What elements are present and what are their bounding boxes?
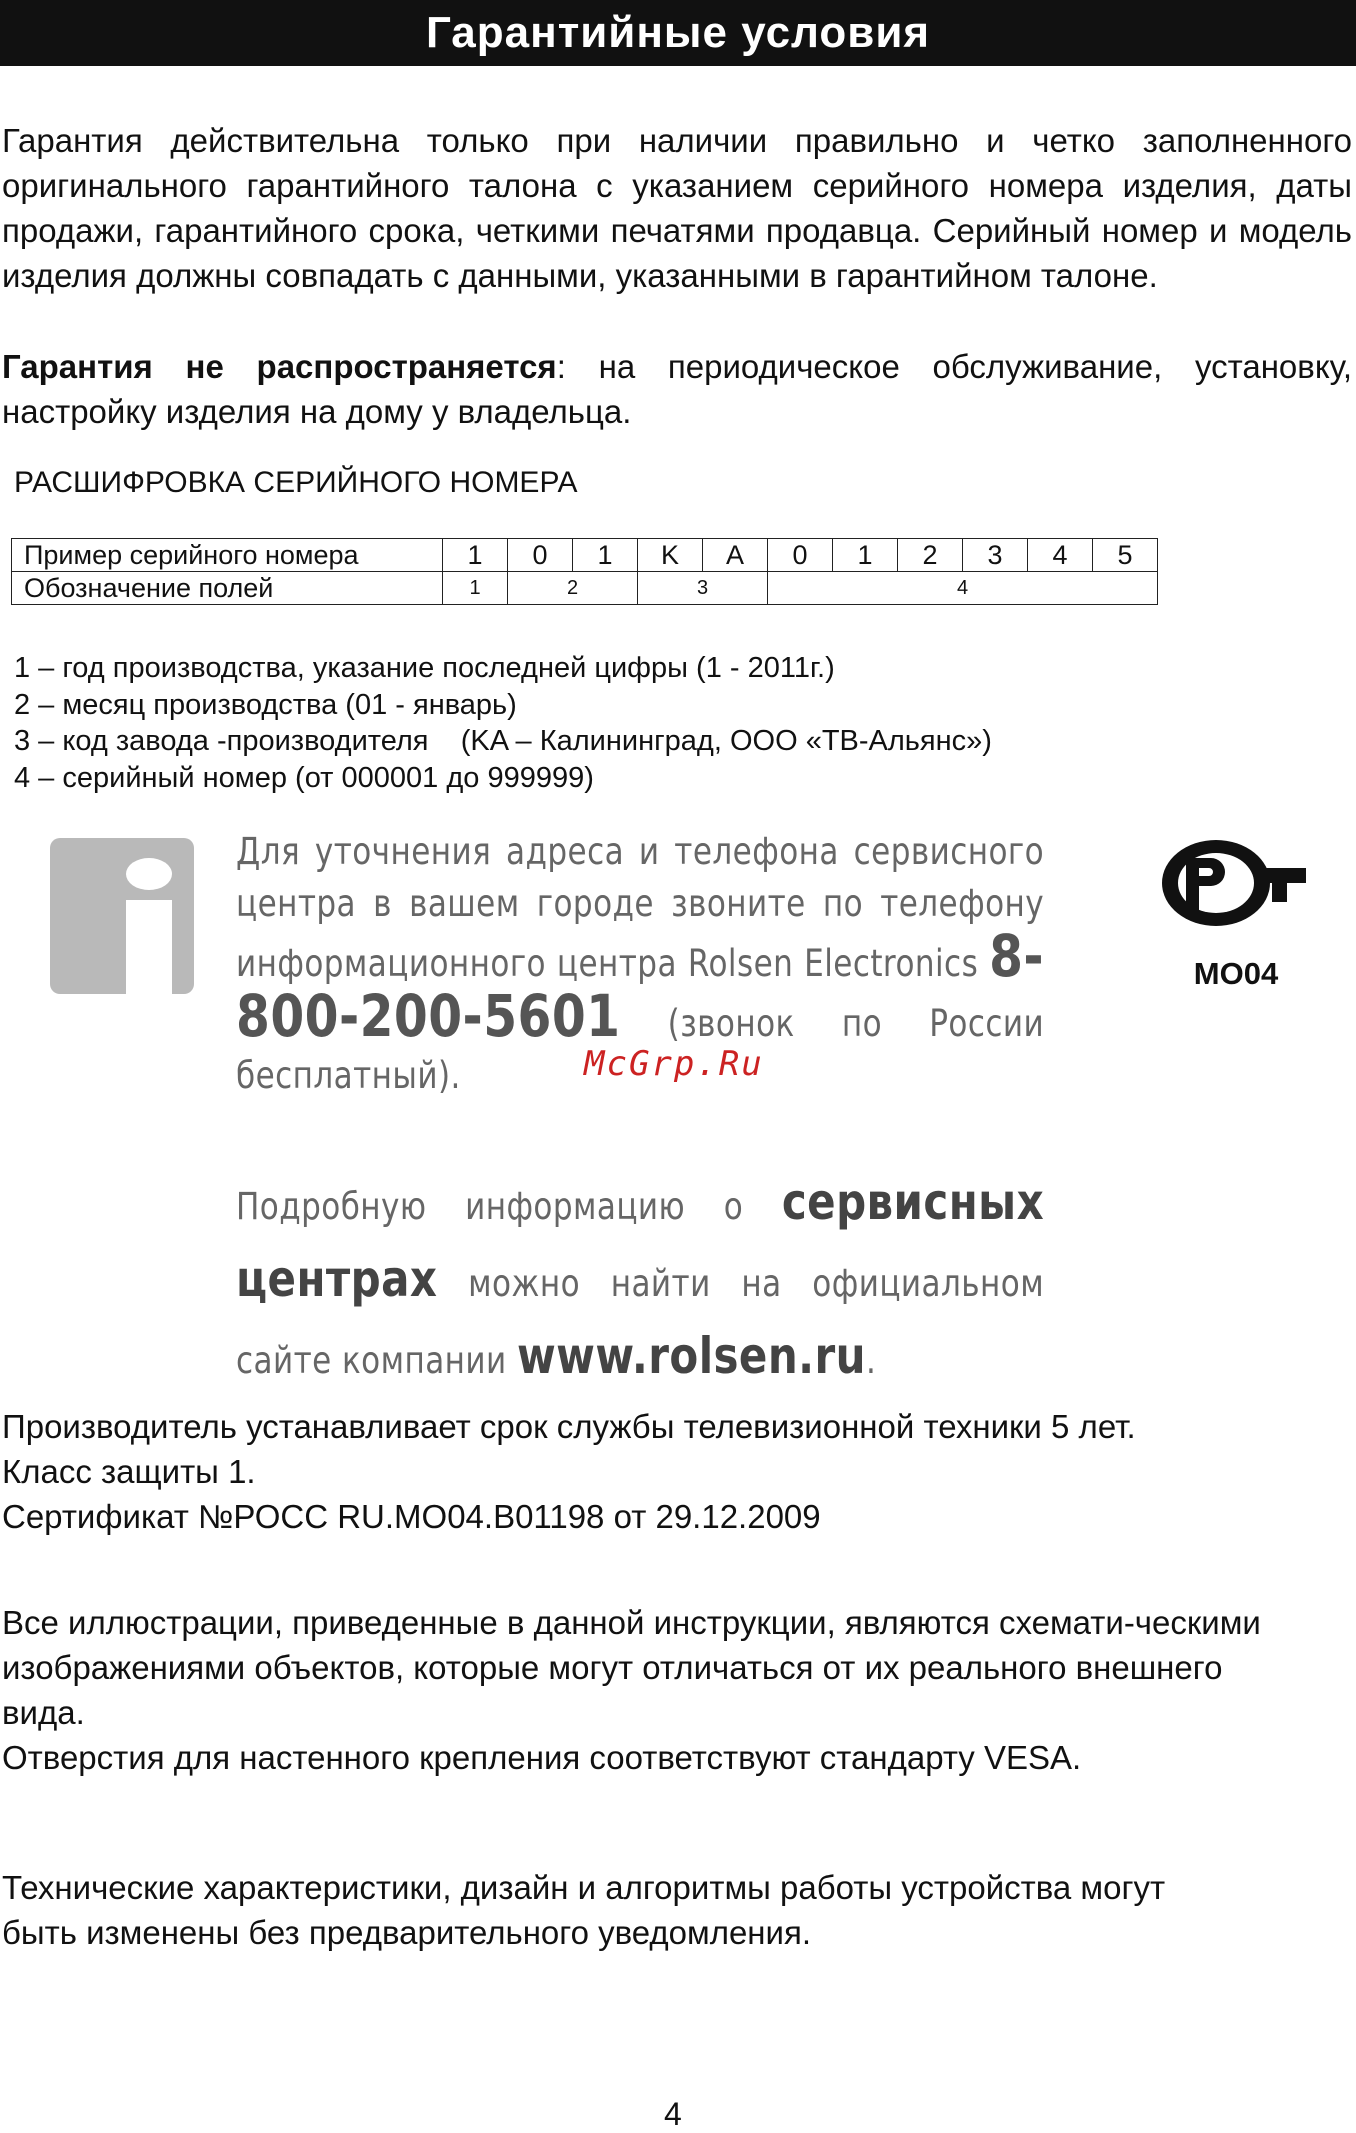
watermark: McGrp.Ru xyxy=(584,1044,764,1084)
service-phone: 8-800-200-5601 xyxy=(236,922,1045,1050)
pct-certification-icon xyxy=(1158,836,1308,930)
serial-example-cell: 3 xyxy=(963,539,1028,572)
serial-example-cell: 4 xyxy=(1028,539,1093,572)
changes-note: Технические характеристики, дизайн и алгоритмы работы устройства могут быть изменены без предварительного уведомления. xyxy=(2,1869,1166,1951)
legend-item: 4 – серийный номер (от 000001 до 999999) xyxy=(14,761,594,794)
legend-item: 2 – месяц производства (01 - январь) xyxy=(14,688,517,721)
service-more-bold: сервисных центрах xyxy=(236,1173,1045,1308)
warranty-paragraph: Гарантия действительна только при наличии правильно и четко заполненного оригинального гарантийного талона с указанием серийного номера изделия, даты продажи, гарантийного срока, четкими печатями продавца. Серийный номер и модель изделия должны совпадать с данными, указанными в гарантийном талоне. xyxy=(2,122,1352,294)
serial-fields-label: Обозначение полей xyxy=(12,572,443,605)
serial-field-cell: 2 xyxy=(508,572,638,605)
serial-field-cell: 4 xyxy=(768,572,1158,605)
serial-example-cell: 1 xyxy=(833,539,898,572)
serial-example-cell: K xyxy=(638,539,703,572)
service-website[interactable]: www.rolsen.ru xyxy=(516,1327,866,1385)
vesa-note: Отверстия для настенного крепления соответствуют стандарту VESA. xyxy=(2,1739,1082,1776)
serial-table xyxy=(11,538,1158,605)
legend-item: 3 – код завода -производителя (KA – Калининград, ООО «ТВ-Альянс») xyxy=(14,725,992,757)
warranty-exclusion xyxy=(2,344,1352,434)
service-more-suffix: . xyxy=(866,1339,877,1382)
serial-example-cell: 1 xyxy=(443,539,508,572)
legend-item: 1 – год производства, указание последней цифры (1 - 2011г.) xyxy=(14,652,835,684)
page-number: 4 xyxy=(664,2096,682,2132)
warranty-exclusion-bold: Гарантия не распространяется xyxy=(2,348,557,385)
serial-field-cell: 3 xyxy=(638,572,768,605)
illustrations-note: Все иллюстрации, приведенные в данной инструкции, являются схемати-ческими изображениями объектов, которые могут отличаться от их реального внешнего вида. xyxy=(2,1604,1261,1731)
serial-fields-row xyxy=(12,572,1158,605)
page-title: Гарантийные условия xyxy=(0,0,1356,66)
serial-field-cell: 1 xyxy=(443,572,508,605)
service-phone-note: (звонок по России бесплатный). xyxy=(236,1002,1045,1097)
service-more-middle: можно найти на официальном сайте компании xyxy=(236,1262,1045,1382)
serial-legend xyxy=(14,650,992,796)
certificate: Сертификат №РОСС RU.МО04.В01198 от 29.12.2009 xyxy=(2,1498,821,1535)
serial-example-cell: 5 xyxy=(1093,539,1158,572)
certification-code: MO04 xyxy=(1193,956,1279,991)
service-info-text: Для уточнения адреса и телефона сервисного центра в вашем городе звоните по телефону информационного центра Rolsen Electronics xyxy=(236,830,1045,985)
service-more-prefix: Подробную информацию о xyxy=(236,1185,782,1228)
serial-example-cell: 0 xyxy=(768,539,833,572)
serial-section-title: РАСШИФРОВКА СЕРИЙНОГО НОМЕРА xyxy=(14,466,578,499)
serial-example-cell: 0 xyxy=(508,539,573,572)
warranty-exclusion-text: : на периодическое обслуживание, установку, настройку изделия на дому у владельца. xyxy=(2,348,1352,430)
service-more-info xyxy=(236,1166,1044,1397)
serial-example-cell: 1 xyxy=(573,539,638,572)
serial-example-cell: 2 xyxy=(898,539,963,572)
serial-example-cell: A xyxy=(703,539,768,572)
serial-example-row xyxy=(12,539,1158,572)
serial-example-label: Пример серийного номера xyxy=(12,539,443,572)
service-life: Производитель устанавливает срок службы телевизионной техники 5 лет. xyxy=(2,1408,1136,1445)
protection-class: Класс защиты 1. xyxy=(2,1453,256,1490)
info-icon xyxy=(50,838,194,994)
